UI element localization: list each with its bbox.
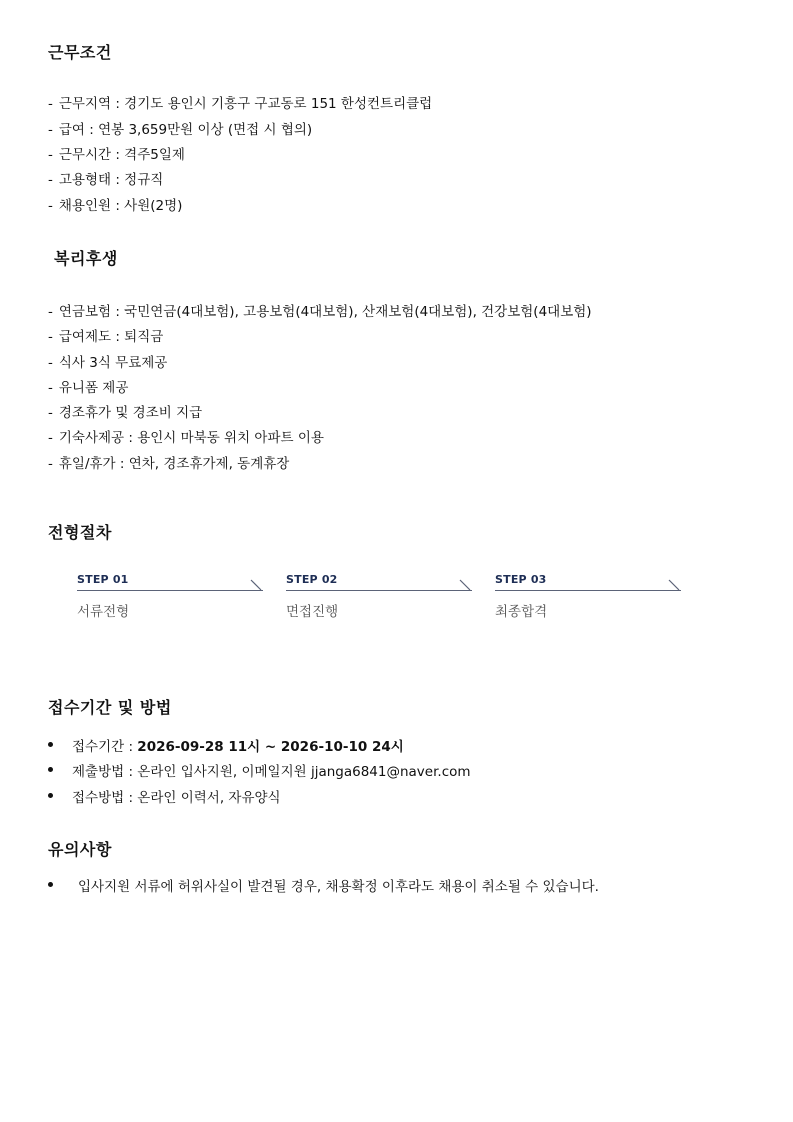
bullet-icon	[48, 793, 53, 798]
step-name: 서류전형	[77, 604, 130, 620]
arrow-icon	[249, 579, 263, 591]
step-divider	[495, 590, 681, 591]
benefit-item: - 경조휴가 및 경조비 지급	[48, 405, 203, 421]
benefit-item: - 급여제도 : 퇴직금	[48, 329, 164, 345]
step-divider	[286, 590, 472, 591]
bullet-icon	[48, 767, 53, 772]
bullet-icon	[48, 742, 53, 747]
step-label: STEP 03	[495, 573, 547, 586]
work-condition-item: - 채용인원 : 사원(2명)	[48, 198, 183, 214]
section-title-work-conditions: 근무조건	[48, 43, 112, 62]
period-label: 접수기간 :	[72, 739, 138, 755]
section-title-application: 접수기간 및 방법	[48, 698, 172, 717]
work-condition-item: - 근무지역 : 경기도 용인시 기흥구 구교동로 151 한성컨트리클럽	[48, 96, 433, 112]
section-title-benefits: 복리후생	[54, 249, 118, 268]
document-page: 근무조건 - 근무지역 : 경기도 용인시 기흥구 구교동로 151 한성컨트리클럽 - 급여 : 연봉 3,659만원 이상 (면접 시 협의) - 근무시간 : 격주5일제 - 고용형태 : 정규직 - 채용인원 : 사원(2명) 복리후생 - 연금보험 : 국민연금(4대보험), 고용보험(4대보험), 산재보험(4대보험), 건강보험(4대보험) - 급여제도 : 퇴직금 - 식사 3식 무료제공 - 유니폼 제공 - 경조휴가 및 경조비 지급 - 기숙사제공 : 용인시 마북동 위치 아파트 이용 - 휴일/휴가 : 연차, 경조휴가제, 동계휴장 전형절차 STEP 01 서류전형 STEP 02 면접진행 STEP 03 최종합격 접수기간 및 방법 접수기간 : 2026-09-28 11시 ~ 2026-10-10 24시 제출방법 : 온라인 입사지원, 이메일지원 jjanga6841@naver.com 접수방법 : 온라인 이력서, 자유양식 유의사항 입사지원 서류에 허위사실이 발견될 경우, 채용확정 이후라도 채용이 취소될 수 있습니다.	[0, 0, 793, 1122]
period-value: 2026-09-28 11시 ~ 2026-10-10 24시	[137, 739, 404, 755]
step-label: STEP 02	[286, 573, 338, 586]
work-condition-item: - 고용형태 : 정규직	[48, 172, 164, 188]
step-name: 면접진행	[286, 604, 339, 620]
benefit-item: - 식사 3식 무료제공	[48, 355, 168, 371]
benefit-item: - 휴일/휴가 : 연차, 경조휴가제, 동계휴장	[48, 456, 290, 472]
benefit-item: - 기숙사제공 : 용인시 마북동 위치 아파트 이용	[48, 430, 324, 446]
section-title-notes: 유의사항	[48, 840, 112, 859]
step-divider	[77, 590, 263, 591]
step-label: STEP 01	[77, 573, 129, 586]
bullet-icon	[48, 882, 53, 887]
section-title-process: 전형절차	[48, 523, 112, 542]
benefit-item: - 유니폼 제공	[48, 380, 129, 396]
work-condition-item: - 근무시간 : 격주5일제	[48, 147, 185, 163]
arrow-icon	[458, 579, 472, 591]
benefit-item: - 연금보험 : 국민연금(4대보험), 고용보험(4대보험), 산재보험(4대보험), 건강보험(4대보험)	[48, 304, 592, 320]
arrow-icon	[667, 579, 681, 591]
work-condition-item: - 급여 : 연봉 3,659만원 이상 (면접 시 협의)	[48, 122, 313, 138]
step-name: 최종합격	[495, 604, 548, 620]
